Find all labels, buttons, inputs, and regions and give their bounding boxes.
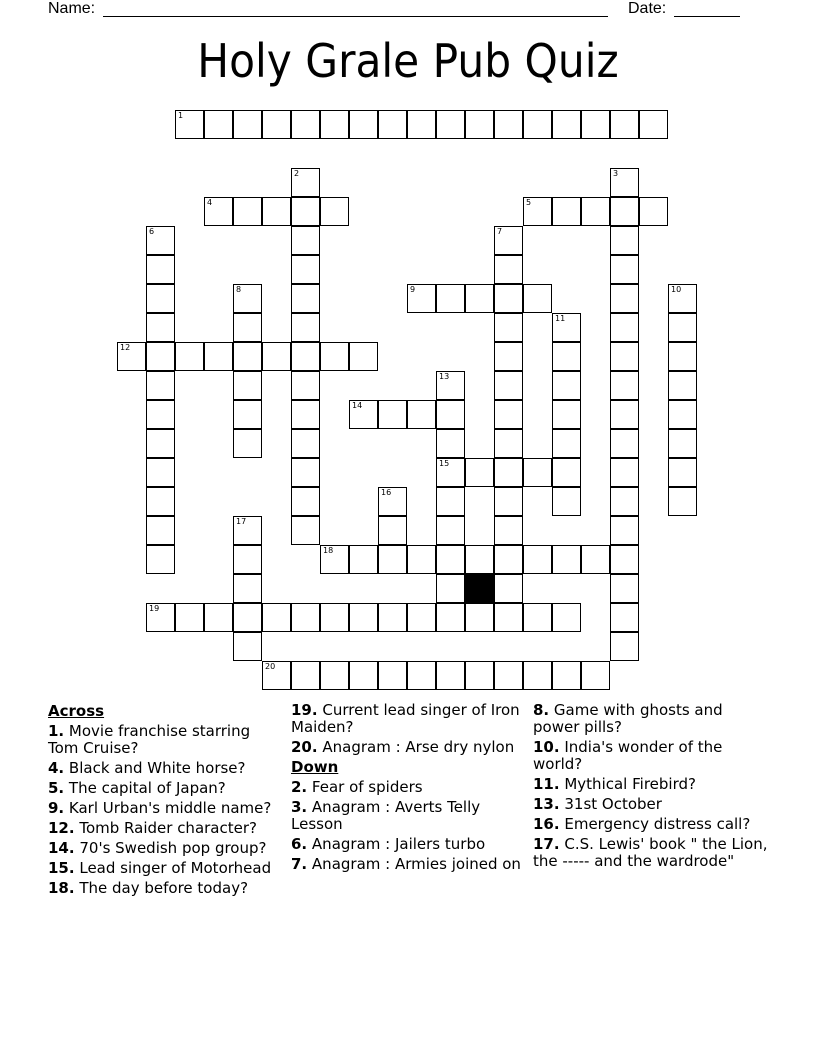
grid-cell[interactable] [668,342,697,371]
grid-cell[interactable] [552,545,581,574]
clue-down-11 [533,776,768,793]
grid-cell[interactable] [465,458,494,487]
clue-number: 16. [533,815,560,833]
grid-cell[interactable] [494,284,523,313]
clue-across-14 [48,840,283,857]
grid-cell[interactable] [378,487,407,516]
grid-cell[interactable] [436,284,465,313]
grid-cell[interactable] [146,371,175,400]
clue-number: 12. [48,819,75,837]
grid-cell[interactable] [262,342,291,371]
grid-cell[interactable] [146,313,175,342]
grid-cell[interactable] [233,197,262,226]
grid-cell[interactable] [320,603,349,632]
grid-cell[interactable] [436,458,465,487]
grid-cell[interactable] [291,371,320,400]
cell-number: 3 [613,169,619,178]
clue-across-18 [48,880,283,897]
grid-cell[interactable] [494,371,523,400]
grid-cell[interactable] [436,661,465,690]
clue-number: 9. [48,799,65,817]
clue-text: The day before today? [79,879,249,897]
clue-number: 14. [48,839,75,857]
clue-text: Anagram : Armies joined on [311,855,521,873]
cell-number: 5 [526,198,532,207]
clue-across-5 [48,780,283,797]
page-title: Holy Grale Pub Quiz [197,34,619,88]
grid-cell[interactable] [291,255,320,284]
grid-cell[interactable] [581,197,610,226]
grid-cell[interactable] [233,342,262,371]
grid-cell[interactable] [552,342,581,371]
clue-number: 13. [533,795,560,813]
clue-number: 20. [291,738,318,756]
grid-cell[interactable] [610,429,639,458]
grid-cell[interactable] [465,284,494,313]
grid-cell[interactable] [233,371,262,400]
grid-cell[interactable] [320,197,349,226]
clue-text: Anagram : Arse dry nylon [322,738,515,756]
clue-down-10 [533,739,768,773]
grid-cell[interactable] [233,574,262,603]
grid-cell[interactable] [291,197,320,226]
grid-cell[interactable] [523,661,552,690]
grid-cell[interactable] [494,487,523,516]
grid-cell[interactable] [146,400,175,429]
grid-cell[interactable] [349,400,378,429]
grid-cell[interactable] [407,661,436,690]
grid-cell[interactable] [233,545,262,574]
grid-cell[interactable] [204,110,233,139]
grid-cell[interactable] [668,313,697,342]
grid-cell[interactable] [552,313,581,342]
grid-cell[interactable] [494,603,523,632]
grid-cell[interactable] [552,661,581,690]
clues-column-2 [291,702,526,876]
cell-number: 1 [178,111,184,120]
grid-cell[interactable] [436,429,465,458]
grid-cell[interactable] [436,110,465,139]
clue-text: Tomb Raider character? [79,819,257,837]
grid-cell[interactable] [552,371,581,400]
clue-text: Lead singer of Motorhead [79,859,272,877]
grid-cell[interactable] [581,110,610,139]
grid-cell[interactable] [291,400,320,429]
grid-cell[interactable] [610,516,639,545]
grid-cell[interactable] [204,197,233,226]
grid-cell[interactable] [523,603,552,632]
cell-number: 13 [439,372,450,381]
clue-text: Anagram : Jailers turbo [311,835,486,853]
grid-cell[interactable] [552,458,581,487]
grid-cell[interactable] [291,313,320,342]
grid-cell[interactable] [233,313,262,342]
grid-cell[interactable] [233,284,262,313]
grid-cell[interactable] [349,603,378,632]
grid-cell[interactable] [407,545,436,574]
grid-cell[interactable] [436,400,465,429]
clue-number: 15. [48,859,75,877]
clue-down-16 [533,816,768,833]
grid-cell[interactable] [291,110,320,139]
grid-cell[interactable] [494,458,523,487]
grid-cell[interactable] [436,516,465,545]
name-label: Name: [48,0,96,17]
grid-cell[interactable] [291,168,320,197]
grid-cell[interactable] [378,516,407,545]
black-cell [465,574,494,603]
grid-cell[interactable] [494,400,523,429]
clue-text: The capital of Japan? [68,779,226,797]
grid-cell[interactable] [320,545,349,574]
cell-number: 18 [323,546,334,555]
grid-cell[interactable] [407,284,436,313]
grid-cell[interactable] [146,516,175,545]
grid-cell[interactable] [610,545,639,574]
grid-cell[interactable] [465,603,494,632]
grid-cell[interactable] [320,110,349,139]
grid-cell[interactable] [552,110,581,139]
clue-text: Emergency distress call? [564,815,751,833]
grid-cell[interactable] [146,458,175,487]
clue-text: Fear of spiders [311,778,423,796]
grid-cell[interactable] [378,661,407,690]
cell-number: 8 [236,285,242,294]
grid-cell[interactable] [668,284,697,313]
grid-cell[interactable] [494,313,523,342]
clues-column-1 [48,702,283,900]
clue-across-1 [48,723,283,757]
grid-cell[interactable] [204,342,233,371]
grid-cell[interactable] [146,487,175,516]
clue-across-4 [48,760,283,777]
grid-cell[interactable] [465,661,494,690]
grid-cell[interactable] [349,661,378,690]
grid-cell[interactable] [262,661,291,690]
grid-cell[interactable] [146,226,175,255]
grid-cell[interactable] [436,545,465,574]
cell-number: 10 [671,285,682,294]
grid-cell[interactable] [291,226,320,255]
grid-cell[interactable] [436,371,465,400]
grid-cell[interactable] [175,110,204,139]
clue-across-20 [291,739,526,756]
clue-down-8 [533,702,768,736]
grid-cell[interactable] [349,342,378,371]
cell-number: 11 [555,314,566,323]
grid-cell[interactable] [668,429,697,458]
grid-cell[interactable] [668,400,697,429]
clue-across-15 [48,860,283,877]
grid-cell[interactable] [291,429,320,458]
grid-cell[interactable] [610,400,639,429]
grid-cell[interactable] [610,110,639,139]
grid-cell[interactable] [233,516,262,545]
grid-cell[interactable] [262,603,291,632]
grid-cell[interactable] [436,487,465,516]
cell-number: 20 [265,662,276,671]
cell-number: 9 [410,285,416,294]
grid-cell[interactable] [320,661,349,690]
clue-text: Black and White horse? [68,759,246,777]
clue-text: 70's Swedish pop group? [79,839,267,857]
clue-number: 19. [291,701,318,719]
grid-cell[interactable] [465,110,494,139]
clue-text: Movie franchise starring Tom Cruise? [48,722,251,757]
grid-cell[interactable] [175,342,204,371]
grid-cell[interactable] [494,661,523,690]
grid-cell[interactable] [494,342,523,371]
grid-cell[interactable] [668,487,697,516]
clue-down-17 [533,836,768,870]
clue-down-2 [291,779,526,796]
grid-cell[interactable] [552,197,581,226]
grid-cell[interactable] [494,516,523,545]
grid-cell[interactable] [204,603,233,632]
clue-down-3 [291,799,526,833]
cell-number: 15 [439,459,450,468]
grid-cell[interactable] [291,516,320,545]
grid-cell[interactable] [610,603,639,632]
date-label: Date: [628,0,667,17]
down-heading: Down [291,758,339,776]
grid-cell[interactable] [407,603,436,632]
clue-text: C.S. Lewis' book " the Lion, the ----- and the wardrode" [533,835,768,870]
clue-number: 7. [291,855,308,873]
grid-cell[interactable] [610,226,639,255]
grid-cell[interactable] [639,197,668,226]
clue-down-6 [291,836,526,853]
grid-cell[interactable] [494,255,523,284]
grid-cell[interactable] [146,603,175,632]
grid-cell[interactable] [668,371,697,400]
clue-number: 8. [533,701,550,719]
grid-cell[interactable] [610,342,639,371]
across-heading: Across [48,702,105,720]
clue-text: India's wonder of the world? [533,738,723,773]
grid-cell[interactable] [610,632,639,661]
grid-cell[interactable] [262,197,291,226]
grid-cell[interactable] [233,632,262,661]
grid-cell[interactable] [349,545,378,574]
clue-number: 18. [48,879,75,897]
clue-text: 31st October [564,795,662,813]
grid-cell[interactable] [378,110,407,139]
grid-cell[interactable] [494,429,523,458]
cell-number: 17 [236,517,247,526]
grid-cell[interactable] [349,110,378,139]
grid-cell[interactable] [581,545,610,574]
grid-cell[interactable] [552,400,581,429]
grid-cell[interactable] [610,168,639,197]
grid-cell[interactable] [291,342,320,371]
grid-cell[interactable] [581,661,610,690]
grid-cell[interactable] [378,545,407,574]
grid-cell[interactable] [233,603,262,632]
clue-text: Karl Urban's middle name? [68,799,272,817]
cell-number: 12 [120,343,131,352]
grid-cell[interactable] [494,226,523,255]
clue-number: 5. [48,779,65,797]
grid-cell[interactable] [407,110,436,139]
clue-text: Current lead singer of Iron Maiden? [291,701,520,736]
grid-cell[interactable] [610,574,639,603]
grid-cell[interactable] [146,342,175,371]
grid-cell[interactable] [407,400,436,429]
grid-cell[interactable] [610,371,639,400]
grid-cell[interactable] [378,400,407,429]
clue-down-7 [291,856,526,873]
clue-number: 4. [48,759,65,777]
grid-cell[interactable] [146,429,175,458]
cell-number: 6 [149,227,155,236]
grid-cell[interactable] [291,458,320,487]
clue-text: Anagram : Averts Telly Lesson [291,798,481,833]
grid-cell[interactable] [320,342,349,371]
cell-number: 19 [149,604,160,613]
clue-text: Mythical Firebird? [564,775,696,793]
cell-number: 4 [207,198,213,207]
grid-cell[interactable] [291,284,320,313]
grid-cell[interactable] [494,110,523,139]
grid-cell[interactable] [146,545,175,574]
clue-number: 10. [533,738,560,756]
grid-cell[interactable] [552,603,581,632]
grid-cell[interactable] [552,487,581,516]
clue-across-12 [48,820,283,837]
grid-cell[interactable] [494,545,523,574]
grid-cell[interactable] [291,603,320,632]
grid-cell[interactable] [146,255,175,284]
clue-down-13 [533,796,768,813]
grid-cell[interactable] [233,110,262,139]
grid-cell[interactable] [610,255,639,284]
grid-cell[interactable] [146,284,175,313]
grid-cell[interactable] [668,458,697,487]
grid-cell[interactable] [233,429,262,458]
grid-cell[interactable] [610,487,639,516]
cell-number: 2 [294,169,300,178]
grid-cell[interactable] [523,110,552,139]
clue-across-9 [48,800,283,817]
cell-number: 14 [352,401,363,410]
clue-text: Game with ghosts and power pills? [533,701,723,736]
grid-cell[interactable] [262,110,291,139]
grid-cell[interactable] [610,458,639,487]
clues-column-3 [533,702,768,873]
cell-number: 16 [381,488,392,497]
grid-cell[interactable] [610,313,639,342]
grid-cell[interactable] [117,342,146,371]
grid-cell[interactable] [610,197,639,226]
grid-cell[interactable] [639,110,668,139]
grid-cell[interactable] [291,487,320,516]
grid-cell[interactable] [175,603,204,632]
grid-cell[interactable] [436,574,465,603]
grid-cell[interactable] [523,284,552,313]
grid-cell[interactable] [523,197,552,226]
grid-cell[interactable] [610,284,639,313]
clue-across-19 [291,702,526,736]
clue-number: 11. [533,775,560,793]
clue-number: 17. [533,835,560,853]
clue-number: 3. [291,798,308,816]
grid-cell[interactable] [494,574,523,603]
grid-cell[interactable] [436,603,465,632]
clue-number: 6. [291,835,308,853]
grid-cell[interactable] [552,429,581,458]
grid-cell[interactable] [233,400,262,429]
clue-number: 1. [48,722,65,740]
clue-number: 2. [291,778,308,796]
grid-cell[interactable] [465,545,494,574]
grid-cell[interactable] [291,661,320,690]
grid-cell[interactable] [378,603,407,632]
grid-cell[interactable] [523,458,552,487]
grid-cell[interactable] [523,545,552,574]
cell-number: 7 [497,227,503,236]
